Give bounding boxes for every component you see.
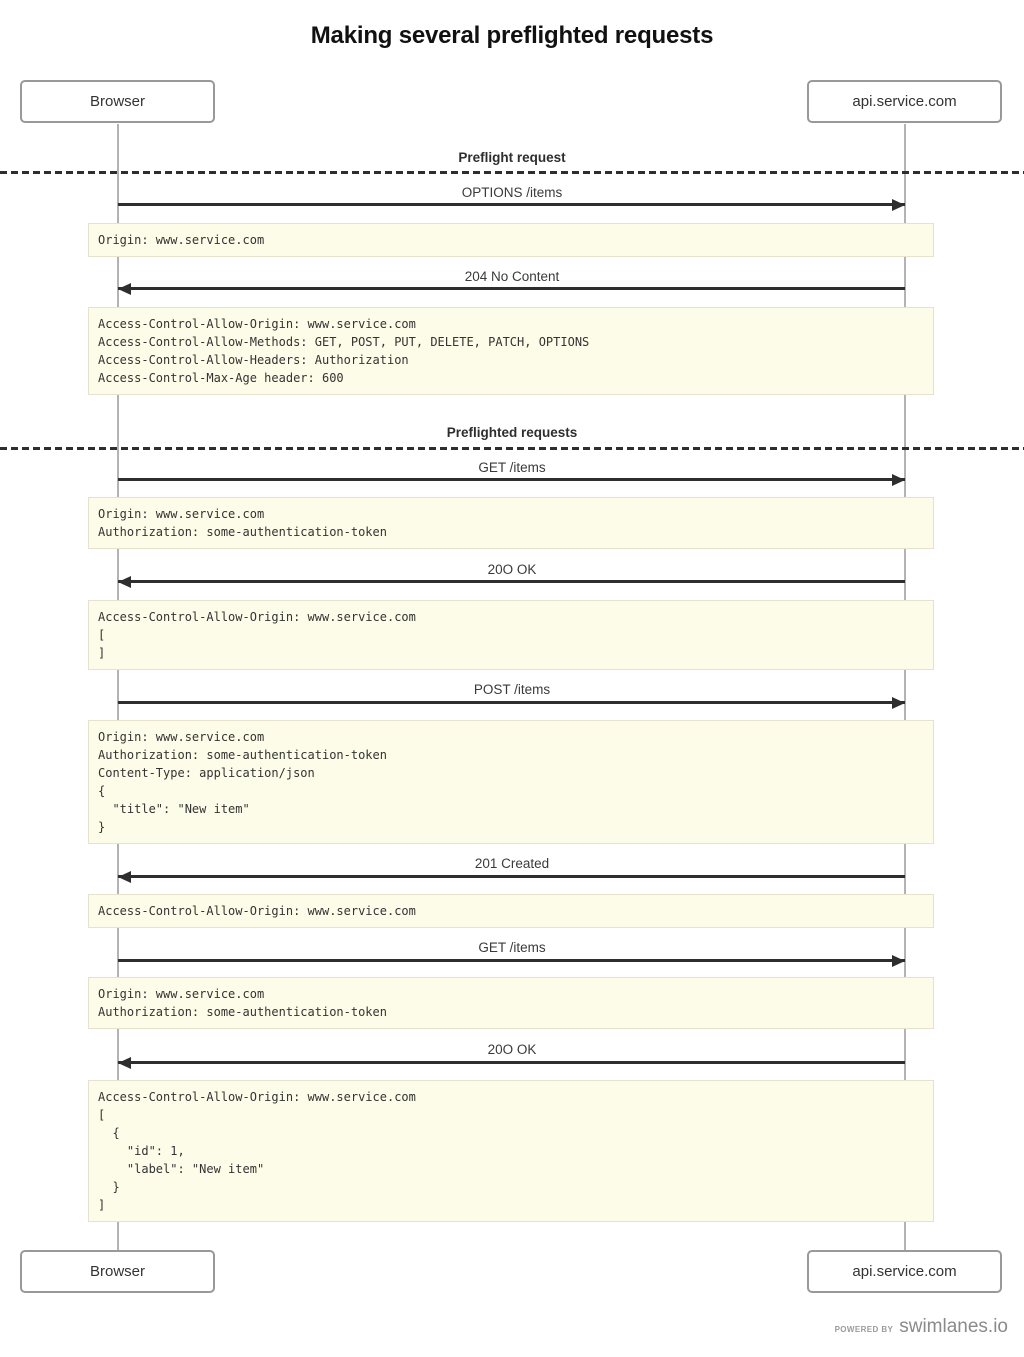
arrowhead-right-icon — [892, 697, 905, 709]
note-line: ] — [98, 1198, 106, 1212]
arrowhead-left-icon — [118, 871, 131, 883]
note-line: { — [98, 1126, 120, 1140]
divider-line — [0, 171, 1024, 174]
note-line: [ — [98, 628, 106, 642]
note-line: Origin: www.service.com — [98, 987, 265, 1001]
message-label-get-items-2: GET /items — [478, 940, 546, 955]
message-label-get-items-1: GET /items — [478, 460, 546, 475]
diagram-title: Making several preflighted requests — [310, 22, 714, 49]
message-arrow-right — [118, 203, 905, 206]
message-label-post-items: POST /items — [473, 682, 551, 697]
actor-browser-top — [20, 80, 215, 123]
note-line: ] — [98, 646, 106, 660]
note-line: "title": "New item" — [98, 802, 250, 816]
message-arrow-right — [118, 701, 905, 704]
note-line: "id": 1, — [98, 1144, 185, 1158]
note-post-response-headers — [88, 894, 934, 928]
actor-api-service-bottom — [807, 1250, 1002, 1293]
note-get-request-headers-2 — [88, 977, 934, 1029]
actor-label: Browser — [89, 1263, 145, 1280]
note-line: Authorization: some-authentication-token — [98, 525, 387, 539]
message-arrow-left — [118, 580, 905, 583]
arrowhead-left-icon — [118, 576, 131, 588]
note-line: Access-Control-Max-Age header: 600 — [98, 371, 344, 385]
note-line: [ — [98, 1108, 106, 1122]
message-arrow-right — [118, 478, 905, 481]
arrowhead-right-icon — [892, 199, 905, 211]
note-line: Authorization: some-authentication-token — [98, 748, 387, 762]
arrowhead-left-icon — [118, 1057, 131, 1069]
note-line: Access-Control-Allow-Origin: www.service.com — [98, 610, 416, 624]
note-line: Content-Type: application/json — [98, 766, 315, 780]
divider-line — [0, 447, 1024, 450]
message-label-200-ok-2: 20O OK — [487, 1042, 537, 1057]
note-line: } — [98, 1180, 120, 1194]
note-line: Access-Control-Allow-Origin: www.service.com — [98, 317, 416, 331]
divider-label-preflighted-requests: Preflighted requests — [446, 425, 578, 440]
note-line: } — [98, 820, 106, 834]
arrowhead-right-icon — [892, 955, 905, 967]
note-line: Access-Control-Allow-Origin: www.service.com — [98, 1090, 416, 1104]
actor-label: api.service.com — [852, 1263, 957, 1280]
actor-label: api.service.com — [852, 93, 957, 110]
message-label-201-created: 201 Created — [474, 856, 550, 871]
note-line: Origin: www.service.com — [98, 730, 265, 744]
note-post-request-headers-body — [88, 720, 934, 844]
note-line: Origin: www.service.com — [98, 507, 265, 521]
note-get-response-empty-array — [88, 600, 934, 670]
note-get-request-headers-1 — [88, 497, 934, 549]
message-arrow-left — [118, 875, 905, 878]
arrowhead-left-icon — [118, 283, 131, 295]
note-get-response-item-array — [88, 1080, 934, 1222]
swimlanes-brand-link[interactable]: swimlanes.io — [899, 1316, 1008, 1337]
actor-api-service-top — [807, 80, 1002, 123]
note-line: Access-Control-Allow-Origin: www.service.com — [98, 904, 416, 918]
note-line: Origin: www.service.com — [98, 233, 265, 247]
message-arrow-left — [118, 287, 905, 290]
note-line: { — [98, 784, 106, 798]
note-line: Access-Control-Allow-Methods: GET, POST, PUT, DELETE, PATCH, OPTIONS — [98, 335, 590, 349]
message-arrow-right — [118, 959, 905, 962]
note-line: Authorization: some-authentication-token — [98, 1005, 387, 1019]
message-label-200-ok-1: 20O OK — [487, 562, 537, 577]
note-line: Access-Control-Allow-Headers: Authorization — [98, 353, 409, 367]
note-preflight-response-headers — [88, 307, 934, 395]
message-label-options-items: OPTIONS /items — [461, 185, 563, 200]
footer — [835, 1316, 1008, 1338]
note-options-request-headers — [88, 223, 934, 257]
note-line: "label": "New item" — [98, 1162, 265, 1176]
actor-browser-bottom — [20, 1250, 215, 1293]
divider-label-preflight-request: Preflight request — [458, 150, 566, 165]
arrowhead-right-icon — [892, 474, 905, 486]
powered-by-label: POWERED BY — [834, 1325, 894, 1334]
actor-label: Browser — [89, 93, 145, 110]
message-label-204-no-content: 204 No Content — [464, 269, 560, 284]
message-arrow-left — [118, 1061, 905, 1064]
